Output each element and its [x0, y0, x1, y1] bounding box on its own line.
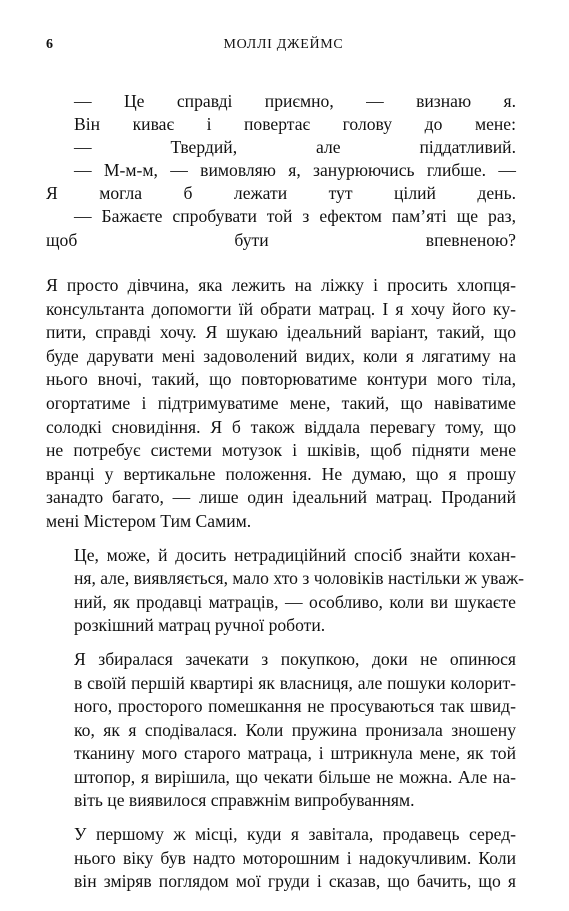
text-line: віть це виявилося справжнім випробуванням. — [74, 790, 415, 811]
text-line: солодкі сновидіння. Я б також віддала перевагу тому, що — [46, 416, 516, 437]
text-line: ня, але, виявляється, мало хто з чоловіків настільки ж уваж- — [74, 568, 525, 589]
text-line: консультанта допомогти їй обрати матрац. І я хочу його ку- — [46, 298, 516, 319]
text-line: він зміряв поглядом мої груди і сказав, що бачить, що я — [74, 871, 516, 892]
paragraph — [46, 274, 516, 534]
text-line: ний, як продавці матраців, — особливо, коли ви шукаєте — [74, 591, 516, 612]
text-line: вранці у вертикальне положення. Не думаю, що я прошу — [46, 463, 516, 484]
text-line: Це, може, й досить нетрадиційний спосіб знайти кохан- — [74, 544, 516, 565]
text-line: буде дарувати мені задоволений видих, коли я лягатиму на — [46, 345, 516, 366]
text-line: штопор, я вирішила, що чекати більше не можна. Але на- — [74, 766, 516, 787]
paragraph — [46, 823, 516, 894]
page-number: 6 — [46, 37, 53, 52]
dialogue-line: — Бажаєте спробувати той з ефектом пам’яті ще раз, — [74, 206, 516, 227]
text-line: нього вночі, такий, що повторюватиме контури мого тіла, — [46, 369, 516, 390]
text-line: Я збиралася зачекати з покупкою, доки не опинюся — [74, 648, 516, 669]
text-line: нього віку був надто моторошним і надокучливим. Коли — [74, 847, 516, 868]
text-line: мені Містером Тим Самим. — [46, 510, 252, 531]
text-line: огортатиме і підтримуватиме мене, такий, що навіватиме — [46, 392, 516, 413]
running-head: МОЛЛІ ДЖЕЙМС — [223, 37, 344, 52]
prose-block — [46, 274, 525, 894]
paragraph — [46, 648, 516, 813]
text-line: в своїй першій квартирі як власниця, але пошуки колорит- — [74, 672, 516, 693]
page-header — [46, 37, 521, 59]
dialogue-line: Він киває і повертає голову до мене: — [74, 114, 516, 135]
text-line: не потребує системи мотузок і шківів, щоб підняти мене — [46, 440, 516, 461]
dialogue-line: — М-м-м, — вимовляю я, занурюючись глибше. — — [74, 160, 516, 181]
text-line: пити, справді хочу. Я шукаю ідеальний варіант, такий, що — [46, 322, 516, 343]
text-line: тканину мого старого матраца, і штрикнула мене, як той — [74, 743, 516, 764]
dialogue-line: щоб бути впевненою? — [46, 229, 516, 250]
text-line: Я просто дівчина, яка лежить на ліжку і просить хлопця- — [46, 275, 516, 295]
dialogue-line: Я могла б лежати тут цілий день. — [46, 183, 516, 204]
text-line: У першому ж місці, куди я завітала, продавець серед- — [74, 824, 516, 845]
text-line: занадто багато, — лише один ідеальний матрац. Проданий — [46, 487, 516, 508]
dialogue-line: — Це справді приємно, — визнаю я. — [74, 91, 516, 111]
dialogue-block — [46, 90, 516, 252]
paragraph — [46, 544, 525, 638]
text-line: ко, як я сподівалася. Коли пружина пронизала зношену — [74, 719, 516, 740]
text-line: ного, просторого помешкання не просуваються так швид- — [74, 696, 516, 717]
text-line: розкішний матрац ручної роботи. — [74, 615, 326, 636]
dialogue-line: — Твердий, але піддатливий. — [74, 137, 516, 158]
